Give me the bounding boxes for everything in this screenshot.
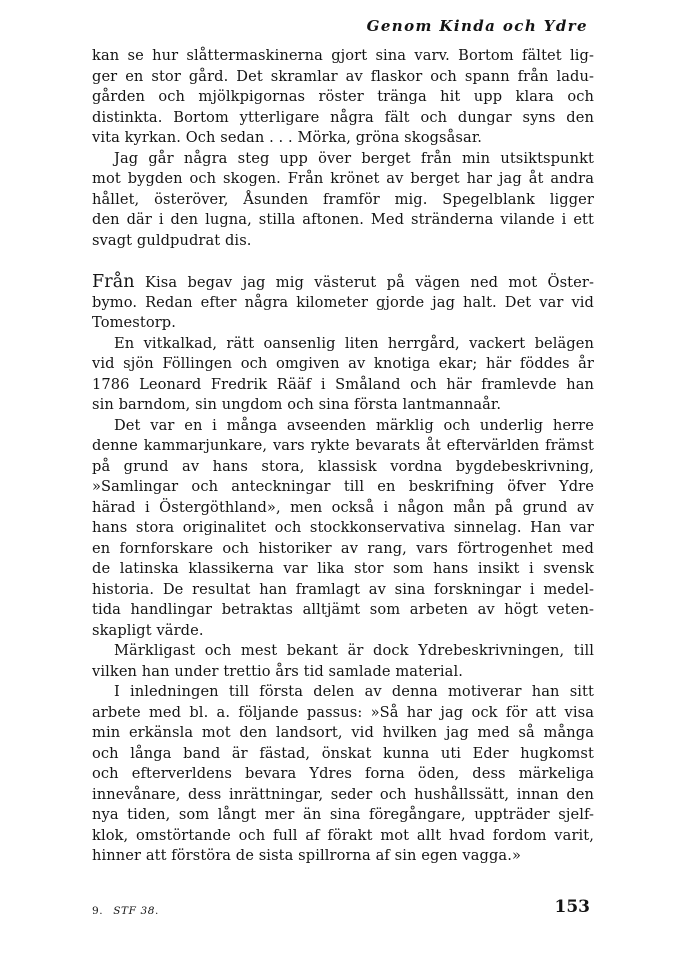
- text-line: vid sjön Föllingen och omgiven av knotiga ekar; här föddes år: [92, 355, 594, 372]
- text-line: I inledningen till första delen av denna motiverar han sitt: [114, 683, 594, 700]
- text-line: på grund av hans stora, klassisk vordna bygdebeskrivning,: [92, 457, 594, 475]
- first-line-rest: Kisa begav jag mig västerut på vägen ned mot Öster-: [134, 274, 594, 291]
- text-line: innevånare, dess inrättningar, seder och hushållssätt, innan den: [92, 785, 594, 803]
- text-line: Det var en i många avseenden märklig och underlig herre: [114, 416, 594, 434]
- text-line: 1786 Leonard Fredrik Rääf i Småland och här framlevde han: [92, 375, 594, 393]
- text-line: vita kyrkan. Och sedan . . . Mörka, gröna skogsåsar.: [92, 129, 483, 146]
- text-line: En vitkalkad, rätt oansenlig liten herrgård, vackert belägen: [114, 334, 594, 352]
- text-line: ger en stor gård. Det skramlar av flaskor och spann från ladu-: [92, 67, 594, 85]
- text-line: [92, 272, 594, 293]
- signature-number: 9.: [92, 905, 104, 917]
- text-line: gården och mjölkpigornas röster tränga hit upp klara och: [92, 88, 594, 105]
- text-line: hans stora originalitet och stockkonservativa sinnelag. Han var: [92, 519, 594, 536]
- text-line: mot bygden och skogen. Från krönet av berget har jag åt andra: [92, 170, 594, 187]
- section-first-word: Från: [92, 272, 135, 292]
- paragraph: [92, 334, 594, 416]
- text-line: en fornforskare och historiker av rang, vars förtrogenhet med: [92, 539, 594, 557]
- section-break: [92, 251, 594, 272]
- paragraph: [92, 46, 594, 149]
- text-line: skapligt värde.: [92, 621, 204, 639]
- paragraph: [92, 682, 594, 867]
- text-line: distinkta. Bortom ytterligare några fält och dungar syns den: [92, 108, 594, 126]
- text-line: Tomestorp.: [92, 314, 176, 331]
- signature-text: STF 38.: [113, 905, 159, 917]
- text-line: kan se hur slåttermaskinerna gjort sina varv. Bortom fältet lig-: [92, 47, 594, 64]
- text-line: Märkligast och mest bekant är dock Ydrebeskrivningen, till: [114, 642, 594, 659]
- text-line: »Samlingar och anteckningar till en beskrifning öfver Ydre: [92, 478, 594, 495]
- text-line: de latinska klassikerna var lika stor som hans insikt i svensk: [92, 560, 594, 577]
- text-line: sin barndom, sin ungdom och sina första lantmannaår.: [92, 396, 502, 413]
- text-line: min erkänsla mot den landsort, vid hvilken jag med så många: [92, 724, 594, 741]
- text-line: och långa band är fästad, önskat kunna uti Eder hugkomst: [92, 744, 594, 762]
- paragraph: [92, 641, 594, 682]
- paragraph: [92, 149, 594, 252]
- text-line: nya tiden, som långt mer än sina föregångare, uppträder sjelf-: [92, 806, 594, 823]
- text-line: och efterverldens bevara Ydres forna öden, dess märkeliga: [92, 765, 594, 782]
- running-head: Genom Kinda och Ydre: [366, 17, 588, 35]
- text-line: vilken han under trettio års tid samlade material.: [92, 662, 463, 680]
- text-line: Jag går några steg upp över berget från min utsiktspunkt: [114, 149, 594, 167]
- printer-signature: [92, 905, 159, 917]
- text-line: svagt guldpudrat dis.: [92, 231, 252, 249]
- text-line: arbete med bl. a. följande passus: »Så har jag ock för att visa: [92, 703, 594, 721]
- body-text: [92, 46, 594, 867]
- text-line: historia. De resultat han framlagt av sina forskningar i medel-: [92, 580, 594, 598]
- section-opening-paragraph: [92, 272, 594, 334]
- paragraph: [92, 416, 594, 642]
- text-line: den där i den lugna, stilla aftonen. Med stränderna vilande i ett: [92, 211, 594, 228]
- text-line: hållet, österöver, Åsunden framför mig. Spegelblank ligger: [92, 190, 594, 208]
- page-number: 153: [554, 897, 590, 917]
- text-line: denne kammarjunkare, vars rykte bevarats åt eftervärlden främst: [92, 437, 594, 454]
- text-line: bymo. Redan efter några kilometer gjorde jag halt. Det var vid: [92, 293, 594, 311]
- text-line: klok, omstörtande och full af förakt mot allt hvad fordom varit,: [92, 826, 594, 844]
- text-line: härad i Östergöthland», men också i någon mån på grund av: [92, 498, 594, 516]
- text-line: hinner att förstöra de sista spillrorna af sin egen vagga.»: [92, 847, 521, 864]
- text-line: tida handlingar betraktas alltjämt som arbeten av högt veten-: [92, 601, 594, 618]
